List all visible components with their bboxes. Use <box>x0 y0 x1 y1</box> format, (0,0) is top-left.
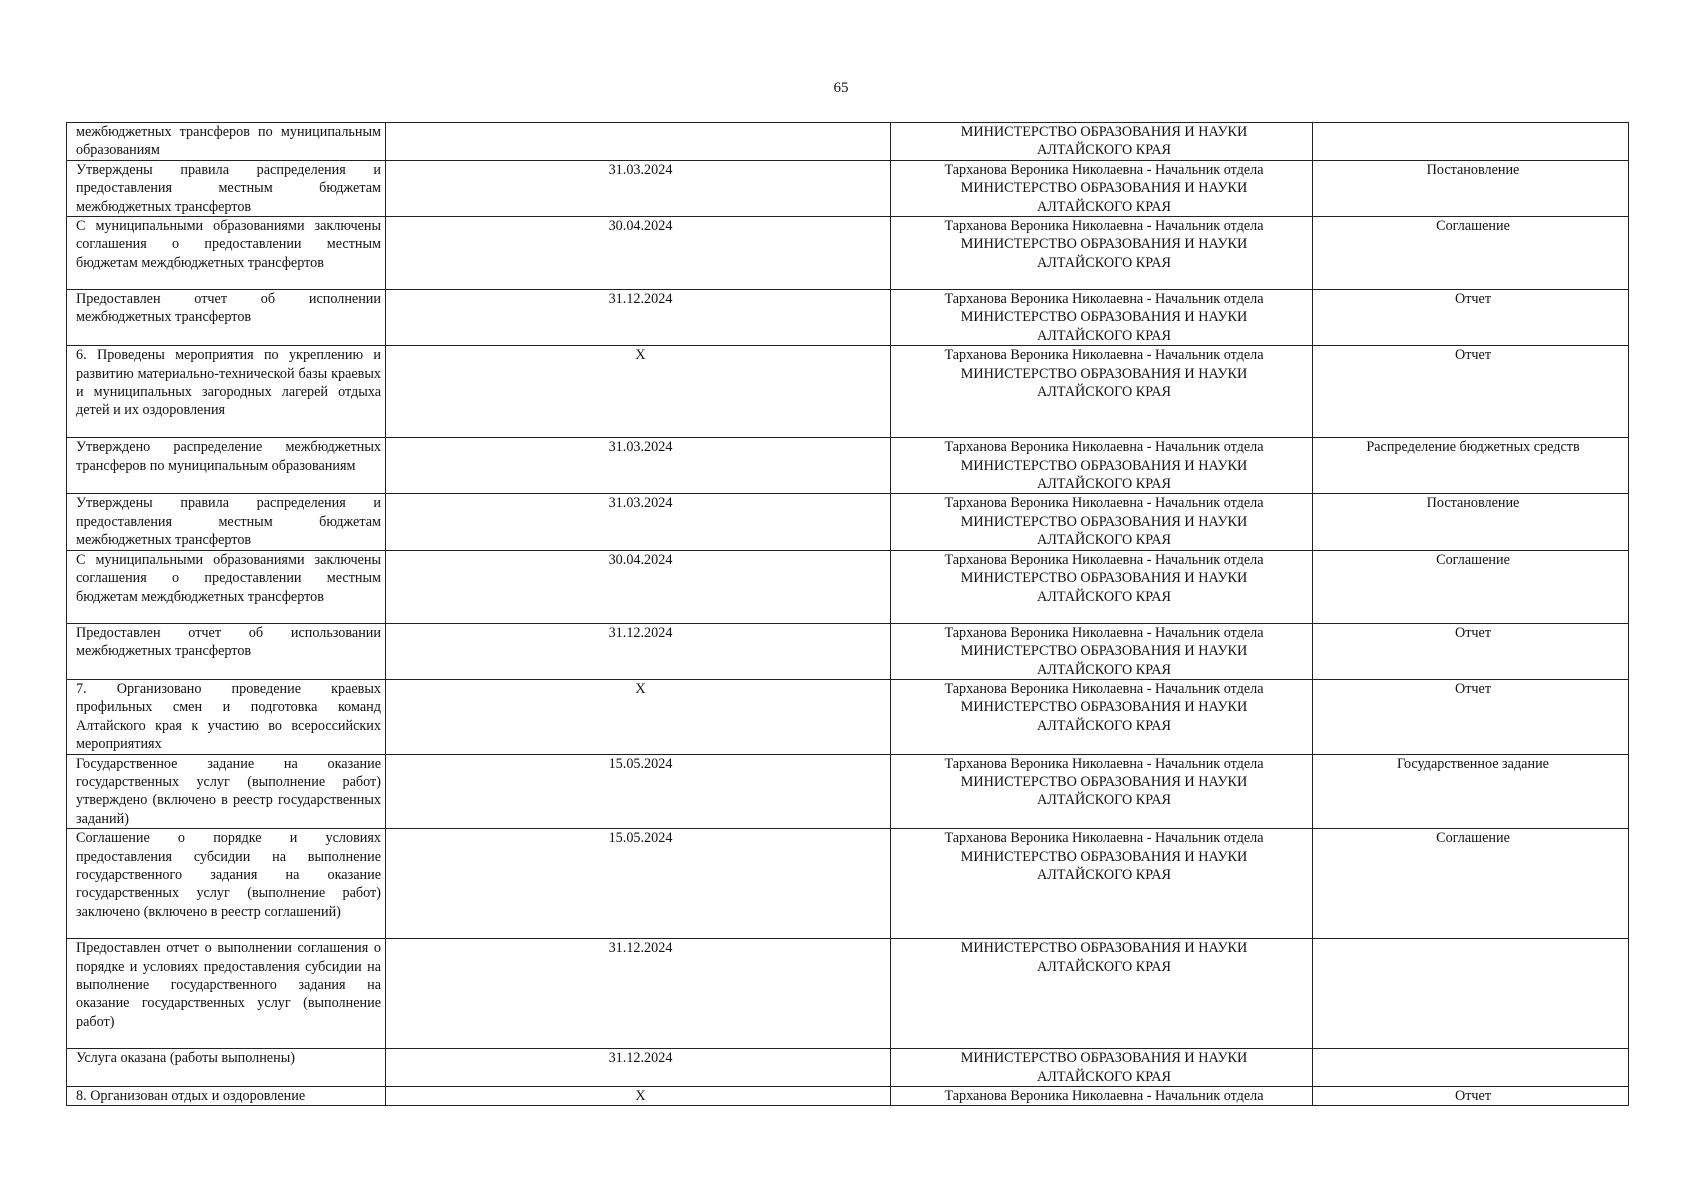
responsible-cell <box>891 438 1313 494</box>
event-cell: Услуга оказана (работы выполнены) <box>67 1049 386 1087</box>
responsible-cell <box>891 679 1313 754</box>
date-cell: 31.03.2024 <box>386 494 891 550</box>
responsible-org-line2: АЛТАЙСКОГО КРАЯ <box>1036 661 1172 678</box>
responsible-person: Тарханова Вероника Николаевна - Начальник отдела <box>944 830 1264 847</box>
document-cell <box>1313 1049 1629 1087</box>
date-cell: X <box>386 1086 891 1105</box>
date-cell: 15.05.2024 <box>386 754 891 829</box>
responsible-person: Тарханова Вероника Николаевна - Начальник отдела <box>944 551 1264 568</box>
responsible-cell <box>891 550 1313 623</box>
table-row <box>67 160 1629 216</box>
responsible-cell <box>891 346 1313 438</box>
responsible-cell <box>891 1049 1313 1087</box>
event-cell: С муниципальными образованиями заключены соглашения о предоставлении местным бюджетам междбюджетных трансфертов <box>67 217 386 290</box>
responsible-org-line1: МИНИСТЕРСТВО ОБРАЗОВАНИЯ И НАУКИ <box>960 236 1248 253</box>
responsible-person: Тарханова Вероника Николаевна - Начальник отдела <box>944 495 1264 512</box>
event-cell: Предоставлен отчет об использовании межбюджетных трансфертов <box>67 623 386 679</box>
date-cell: 31.03.2024 <box>386 160 891 216</box>
document-cell: Соглашение <box>1313 550 1629 623</box>
responsible-cell <box>891 123 1313 161</box>
event-cell: С муниципальными образованиями заключены соглашения о предоставлении местным бюджетам междбюджетных трансфертов <box>67 550 386 623</box>
responsible-cell <box>891 829 1313 939</box>
responsible-org-line1: МИНИСТЕРСТВО ОБРАЗОВАНИЯ И НАУКИ <box>960 513 1248 530</box>
table-row <box>67 217 1629 290</box>
responsible-cell <box>891 754 1313 829</box>
table-row <box>67 494 1629 550</box>
table-row <box>67 123 1629 161</box>
responsible-person: Тарханова Вероника Николаевна - Начальник отдела <box>944 218 1264 235</box>
event-cell: Соглашение о порядке и условиях предоставления субсидии на выполнение государственного задания на оказание государственных услуг (выполнение работ) заключено (включено в реестр соглашений) <box>67 829 386 939</box>
responsible-org-line2: АЛТАЙСКОГО КРАЯ <box>1036 1068 1172 1085</box>
table-row <box>67 679 1629 754</box>
responsible-person: Тарханова Вероника Николаевна - Начальник отдела <box>944 1087 1264 1104</box>
table-row <box>67 939 1629 1049</box>
responsible-org-line2: АЛТАЙСКОГО КРАЯ <box>1036 476 1172 493</box>
responsible-person: Тарханова Вероника Николаевна - Начальник отдела <box>944 439 1264 456</box>
responsible-org-line2: АЛТАЙСКОГО КРАЯ <box>1036 254 1172 271</box>
responsible-cell <box>891 939 1313 1049</box>
document-cell: Распределение бюджетных средств <box>1313 438 1629 494</box>
table-row <box>67 438 1629 494</box>
date-cell <box>386 123 891 161</box>
responsible-org-line1: МИНИСТЕРСТВО ОБРАЗОВАНИЯ И НАУКИ <box>960 124 1248 140</box>
date-cell: 15.05.2024 <box>386 829 891 939</box>
plan-table <box>66 122 1629 1106</box>
table-row <box>67 346 1629 438</box>
responsible-org-line2: АЛТАЙСКОГО КРАЯ <box>1036 588 1172 605</box>
document-cell: Отчет <box>1313 623 1629 679</box>
date-cell: 31.12.2024 <box>386 290 891 346</box>
document-cell <box>1313 123 1629 161</box>
document-cell: Постановление <box>1313 160 1629 216</box>
responsible-org-line2: АЛТАЙСКОГО КРАЯ <box>1036 198 1172 215</box>
responsible-cell <box>891 290 1313 346</box>
date-cell: 30.04.2024 <box>386 550 891 623</box>
document-cell: Отчет <box>1313 679 1629 754</box>
document-cell: Постановление <box>1313 494 1629 550</box>
table-row <box>67 290 1629 346</box>
document-cell: Отчет <box>1313 290 1629 346</box>
plan-table-body <box>67 123 1629 1106</box>
event-cell: 8. Организован отдых и оздоровление <box>67 1086 386 1105</box>
event-cell: Утверждены правила распределения и предоставления местным бюджетам межбюджетных трансфертов <box>67 160 386 216</box>
responsible-cell <box>891 623 1313 679</box>
date-cell: X <box>386 679 891 754</box>
date-cell: 30.04.2024 <box>386 217 891 290</box>
event-cell: Государственное задание на оказание государственных услуг (выполнение работ) утверждено (включено в реестр государственных заданий) <box>67 754 386 829</box>
responsible-cell <box>891 160 1313 216</box>
responsible-org-line2: АЛТАЙСКОГО КРАЯ <box>1036 327 1172 344</box>
table-row <box>67 1049 1629 1087</box>
responsible-org-line2: АЛТАЙСКОГО КРАЯ <box>1036 142 1172 159</box>
document-cell: Государственное задание <box>1313 754 1629 829</box>
document-cell: Отчет <box>1313 1086 1629 1105</box>
responsible-org-line2: АЛТАЙСКОГО КРАЯ <box>1036 384 1172 401</box>
table-row <box>67 829 1629 939</box>
table-row <box>67 754 1629 829</box>
responsible-org-line1: МИНИСТЕРСТВО ОБРАЗОВАНИЯ И НАУКИ <box>960 643 1248 660</box>
document-cell: Соглашение <box>1313 829 1629 939</box>
responsible-cell <box>891 494 1313 550</box>
responsible-org-line1: МИНИСТЕРСТВО ОБРАЗОВАНИЯ И НАУКИ <box>960 570 1248 587</box>
responsible-org-line1: МИНИСТЕРСТВО ОБРАЗОВАНИЯ И НАУКИ <box>960 309 1248 326</box>
responsible-cell <box>891 1086 1313 1105</box>
responsible-org-line1: МИНИСТЕРСТВО ОБРАЗОВАНИЯ И НАУКИ <box>960 457 1248 474</box>
event-cell: Предоставлен отчет о выполнении соглашения о порядке и условиях предоставления субсидии на выполнение государственного задания на оказание государственных услуг (выполнение работ) <box>67 939 386 1049</box>
document-cell <box>1313 939 1629 1049</box>
responsible-cell <box>891 217 1313 290</box>
date-cell: 31.12.2024 <box>386 1049 891 1087</box>
date-cell: 31.12.2024 <box>386 623 891 679</box>
responsible-org-line1: МИНИСТЕРСТВО ОБРАЗОВАНИЯ И НАУКИ <box>960 699 1248 716</box>
document-cell: Соглашение <box>1313 217 1629 290</box>
page-number: 65 <box>833 80 849 96</box>
event-cell: 7. Организовано проведение краевых профильных смен и подготовка команд Алтайского края к участию во всероссийских мероприятиях <box>67 679 386 754</box>
responsible-person: Тарханова Вероника Николаевна - Начальник отдела <box>944 347 1264 364</box>
responsible-org-line1: МИНИСТЕРСТВО ОБРАЗОВАНИЯ И НАУКИ <box>960 940 1248 957</box>
date-cell: 31.03.2024 <box>386 438 891 494</box>
date-cell: 31.12.2024 <box>386 939 891 1049</box>
document-cell: Отчет <box>1313 346 1629 438</box>
date-cell: X <box>386 346 891 438</box>
event-cell: Утверждено распределение межбюджетных трансферов по муниципальным образованиям <box>67 438 386 494</box>
responsible-org-line2: АЛТАЙСКОГО КРАЯ <box>1036 532 1172 549</box>
responsible-person: Тарханова Вероника Николаевна - Начальник отдела <box>944 161 1264 178</box>
responsible-person: Тарханова Вероника Николаевна - Начальник отдела <box>944 680 1264 697</box>
event-cell: Утверждены правила распределения и предоставления местным бюджетам межбюджетных трансфертов <box>67 494 386 550</box>
table-row <box>67 1086 1629 1105</box>
responsible-org-line2: АЛТАЙСКОГО КРАЯ <box>1036 866 1172 883</box>
responsible-org-line2: АЛТАЙСКОГО КРАЯ <box>1036 717 1172 734</box>
event-cell: 6. Проведены мероприятия по укреплению и развитию материально-технической базы краевых и муниципальных загородных лагерей отдыха детей и их оздоровления <box>67 346 386 438</box>
responsible-person: Тарханова Вероника Николаевна - Начальник отдела <box>944 624 1264 641</box>
responsible-org-line1: МИНИСТЕРСТВО ОБРАЗОВАНИЯ И НАУКИ <box>960 180 1248 197</box>
responsible-org-line1: МИНИСТЕРСТВО ОБРАЗОВАНИЯ И НАУКИ <box>960 1050 1248 1067</box>
responsible-org-line2: АЛТАЙСКОГО КРАЯ <box>1036 958 1172 975</box>
table-row <box>67 550 1629 623</box>
event-cell: межбюджетных трансферов по муниципальным образованиям <box>67 123 386 161</box>
responsible-org-line2: АЛТАЙСКОГО КРАЯ <box>1036 792 1172 809</box>
event-cell: Предоставлен отчет об исполнении межбюджетных трансфертов <box>67 290 386 346</box>
responsible-org-line1: МИНИСТЕРСТВО ОБРАЗОВАНИЯ И НАУКИ <box>960 773 1248 790</box>
responsible-org-line1: МИНИСТЕРСТВО ОБРАЗОВАНИЯ И НАУКИ <box>960 848 1248 865</box>
responsible-person: Тарханова Вероника Николаевна - Начальник отдела <box>944 755 1264 772</box>
table-row <box>67 623 1629 679</box>
responsible-org-line1: МИНИСТЕРСТВО ОБРАЗОВАНИЯ И НАУКИ <box>960 365 1248 382</box>
responsible-person: Тарханова Вероника Николаевна - Начальник отдела <box>944 291 1264 308</box>
